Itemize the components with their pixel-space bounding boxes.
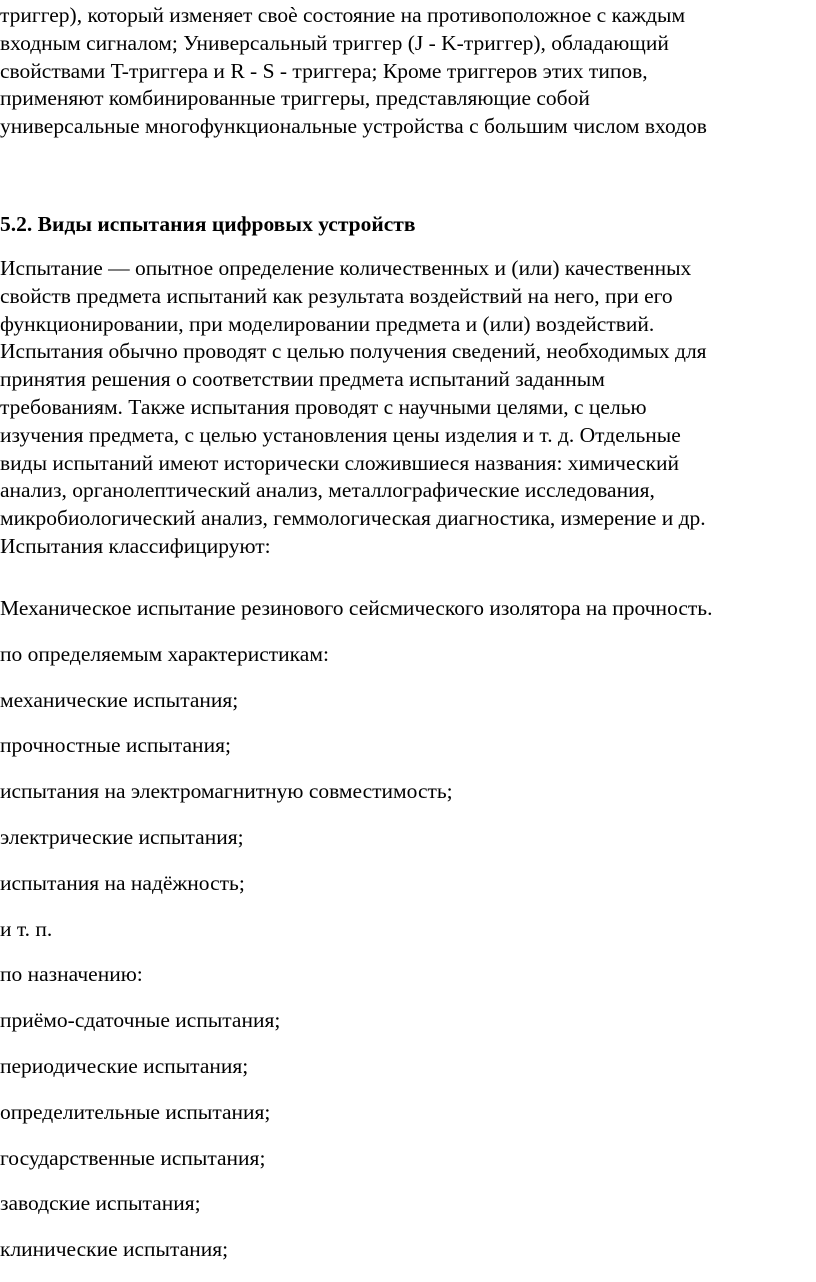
definition-line: Испытания обычно проводят с целью получения сведений, необходимых для [0, 339, 707, 364]
definition-line: анализ, органолептический анализ, металлографические исследования, [0, 478, 655, 503]
definition-line: изучения предмета, с целью установления цены изделия и т. д. Отдельные [0, 422, 681, 447]
definition-line: свойств предмета испытаний как результата воздействий на него, при его [0, 283, 673, 308]
list-item: клинические испытания; [0, 1237, 229, 1262]
list-item: государственные испытания; [0, 1145, 266, 1170]
list-item: и т. п. [0, 916, 53, 941]
list-item: Механическое испытание резинового сейсмического изолятора на прочность. [0, 596, 713, 620]
definition-line: микробиологический анализ, геммологическая диагностика, измерение и др. [0, 506, 706, 531]
list-item: приёмо-сдаточные испытания; [0, 1008, 281, 1033]
list-item: испытания на надёжность; [0, 870, 245, 895]
definition-line: Испытание — опытное определение количественных и (или) качественных [0, 256, 692, 280]
document-page [0, 2, 816, 141]
list-item: по определяемым характеристикам: [0, 641, 329, 666]
definition-line: Испытания классифицируют: [0, 533, 271, 558]
list-item: определительные испытания; [0, 1099, 271, 1124]
list-item: прочностные испытания; [0, 733, 231, 758]
definition-line: функционировании, при моделировании предмета и (или) воздействий. [0, 311, 655, 336]
definition-line: принятия решения о соответствии предмета испытаний заданным [0, 367, 605, 392]
intro-line: применяют комбинированные триггеры, представляющие собой [0, 86, 590, 111]
intro-line: триггер), который изменяет своѐ состояние на противоположное с каждым [0, 3, 686, 27]
intro-line: свойствами T-триггера и R - S - триггера; Кроме триггеров этих типов, [0, 58, 648, 83]
classification-list [0, 595, 816, 1282]
list-item: периодические испытания; [0, 1053, 249, 1078]
list-item: механические испытания; [0, 687, 239, 712]
intro-line: универсальные многофункциональные устройства с большим числом входов [0, 114, 707, 139]
definition-line: требованиям. Также испытания проводят с научными целями, с целью [0, 394, 647, 419]
intro-line: входным сигналом; Универсальный триггер (J - K-триггер), обладающий [0, 30, 669, 55]
definition-paragraph [0, 255, 816, 561]
section-heading: 5.2. Виды испытания цифровых устройств [0, 212, 416, 236]
intro-paragraph [0, 2, 816, 141]
list-item: по назначению: [0, 962, 143, 987]
definition-line: виды испытаний имеют исторически сложившиеся названия: химический [0, 450, 680, 475]
list-item: испытания на электромагнитную совместимость; [0, 779, 453, 804]
list-item: заводские испытания; [0, 1191, 201, 1216]
list-item: электрические испытания; [0, 824, 244, 849]
